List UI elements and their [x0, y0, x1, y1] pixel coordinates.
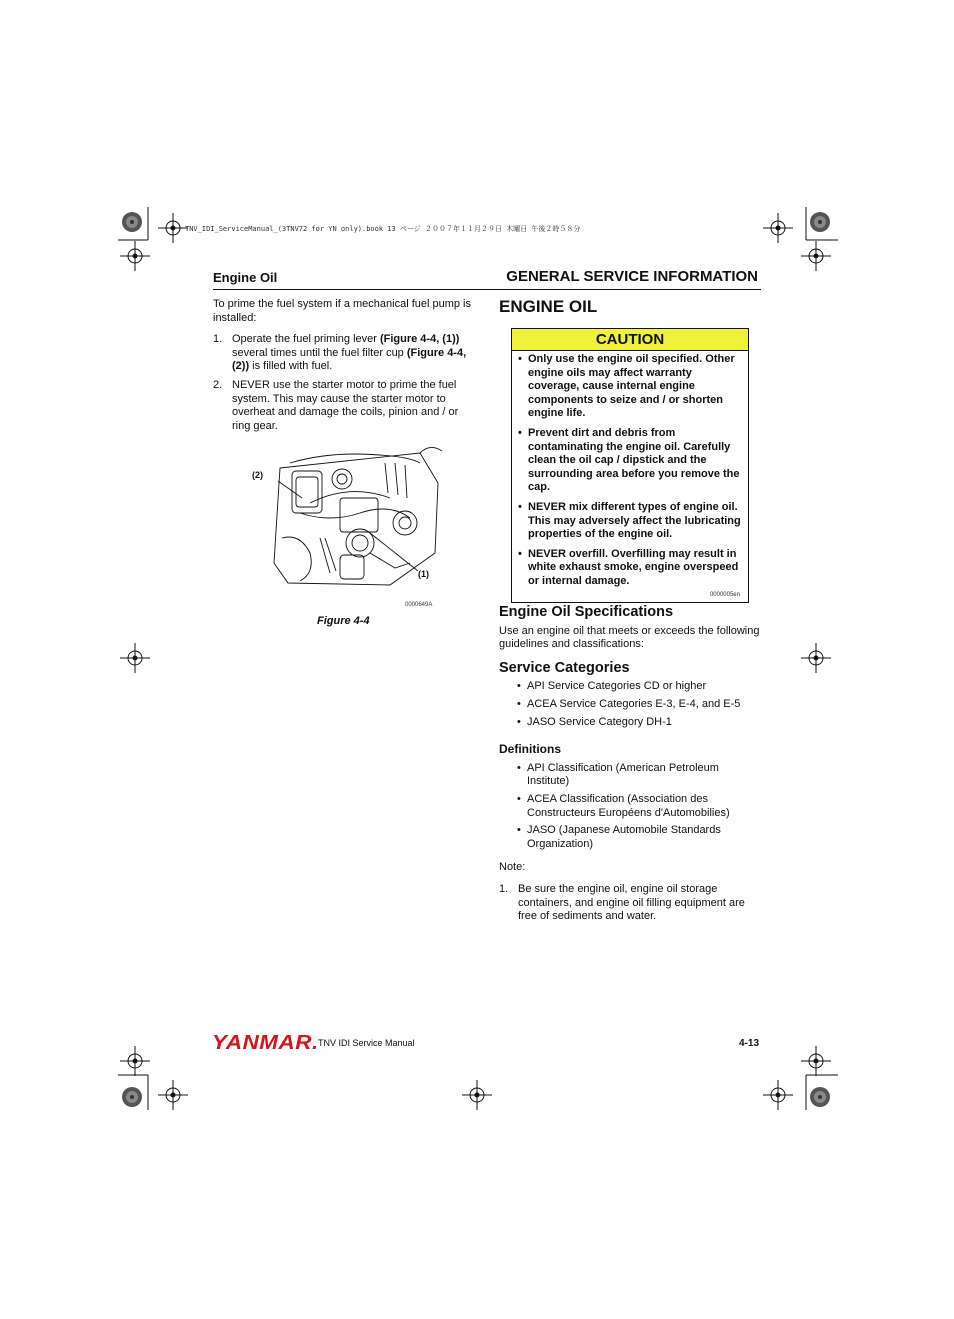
list-item: • JASO Service Category DH-1 [527, 716, 761, 730]
figure-code: 0000649A [405, 602, 433, 608]
service-heading: Service Categories [499, 659, 630, 676]
footer-title: TNV IDI Service Manual [318, 1038, 415, 1048]
service-list [499, 680, 761, 729]
caution-box [511, 328, 749, 603]
figure-reference: (Figure 4-4, (1)) [379, 333, 460, 346]
page-number: 4-13 [738, 1038, 759, 1049]
calibration-disk-icon [120, 210, 144, 234]
list-item: • ACEA Service Categories E-3, E-4, and E-5 [527, 698, 761, 712]
step-text: is filled with fuel. [249, 360, 333, 373]
registration-mark-icon [801, 241, 831, 271]
step-number: 1. [213, 333, 223, 346]
list-item: • JASO (Japanese Automobile Standards Organization) [527, 824, 761, 851]
caution-heading: CAUTION [512, 329, 748, 351]
caution-item: • Prevent dirt and debris from contaminating the engine oil. Carefully clean the oil cap / dipstick and the surrounding area before you remove the cap. [528, 427, 742, 495]
definitions-heading: Definitions [499, 742, 561, 757]
note-label: Note: [499, 861, 526, 874]
registration-mark-icon [462, 1080, 492, 1110]
specs-text: Use an engine oil that meets or exceeds the following guidelines and classifications: [499, 624, 760, 651]
left-column [213, 298, 475, 438]
figure-reference: (Figure 4-4, (2)) [232, 346, 467, 373]
caution-item: • Only use the engine oil specified. Other engine oils may affect warranty coverage, cause internal engine components to seize and / or shorten engine life. [528, 353, 742, 421]
right-column [499, 606, 761, 929]
caution-list [512, 351, 748, 589]
registration-mark-icon [763, 213, 793, 243]
figure-callout-1: (1) [418, 569, 429, 579]
registration-mark-icon [120, 241, 150, 271]
registration-mark-icon [763, 1080, 793, 1110]
figure-callout-2: (2) [252, 470, 263, 480]
definitions-list [499, 762, 761, 852]
header-rule [213, 289, 761, 290]
engine-figure [270, 443, 445, 588]
step-item [213, 379, 475, 433]
registration-mark-icon [801, 643, 831, 673]
step-number: 1. [499, 882, 509, 895]
step-text: Be sure the engine oil, engine oil storage containers, and engine oil filling equipment are free of sediments and water. [518, 882, 745, 923]
registration-mark-icon [158, 213, 188, 243]
specs-heading: Engine Oil Specifications [499, 604, 674, 620]
registration-mark-icon [801, 1046, 831, 1076]
calibration-disk-icon [808, 1085, 832, 1109]
chapter-header: GENERAL SERVICE INFORMATION [506, 268, 758, 285]
intro-paragraph: To prime the fuel system if a mechanical fuel pump is installed: [213, 298, 472, 324]
list-item: • API Service Categories CD or higher [527, 680, 761, 694]
list-item: • API Classification (American Petroleum Institute) [527, 762, 761, 789]
list-item: • ACEA Classification (Association des Constructeurs Européens d'Automobilies) [527, 793, 761, 820]
note-step [499, 883, 761, 924]
step-text: Operate the fuel priming lever [232, 333, 380, 346]
registration-mark-icon [120, 643, 150, 673]
print-info-line: TNV_IDI_ServiceManual_(3TNV72 for YN only).book 13 ページ ２００７年１１月２９日 木曜日 午後２時５８分 [185, 225, 581, 233]
caution-item: • NEVER overfill. Overfilling may result in white exhaust smoke, engine overspeed or internal damage. [528, 548, 742, 589]
caution-item: • NEVER mix different types of engine oil. This may adversely affect the lubricating properties of the engine oil. [528, 501, 742, 542]
step-number: 2. [213, 378, 223, 391]
calibration-disk-icon [120, 1085, 144, 1109]
calibration-disk-icon [808, 210, 832, 234]
step-item [213, 333, 475, 374]
figure-caption: Figure 4-4 [317, 615, 370, 627]
step-text: several times until the fuel filter cup [232, 346, 407, 359]
registration-mark-icon [158, 1080, 188, 1110]
page-title: ENGINE OIL [499, 297, 598, 316]
step-text: NEVER use the starter motor to prime the fuel system. This may cause the starter motor to overheat and damage the coils, pinion and / or ring gear. [232, 378, 459, 432]
yanmar-logo: YANMAR. [212, 1032, 319, 1054]
registration-mark-icon [120, 1046, 150, 1076]
section-header: Engine Oil [213, 270, 278, 285]
caution-code: 0000005en [709, 592, 740, 598]
